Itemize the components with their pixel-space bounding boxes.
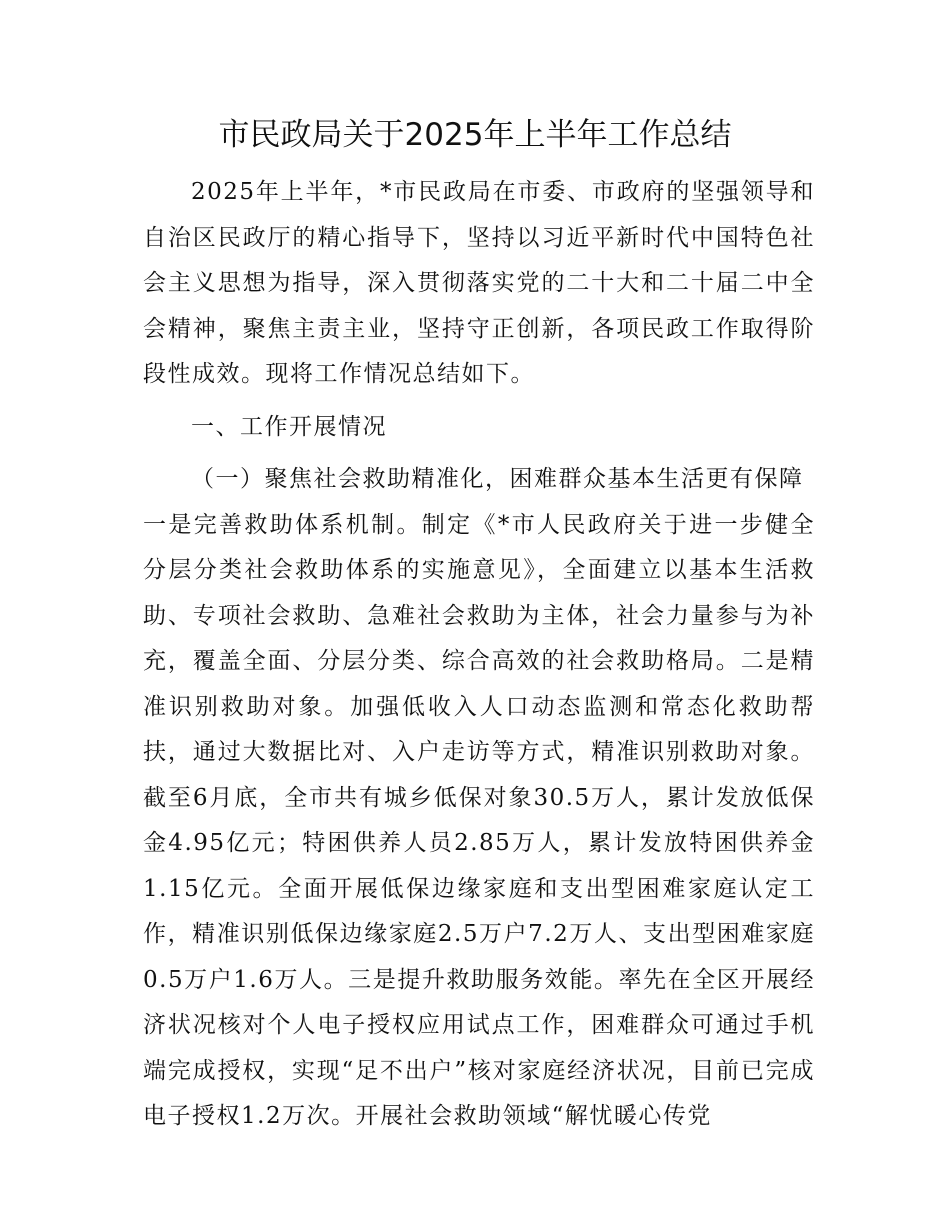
subsection-body-paragraph: 一是完善救助体系机制。制定《*市人民政府关于进一步健全分层分类社会救助体系的实施意见》，全面建立以基本生活救助、专项社会救助、急难社会救助为主体，社会力量参与为补充，覆盖全面、分层分类、综合高效的社会救助格局。二是精准识别救助对象。加强低收入人口动态监测和常态化救助帮扶，通过大数据比对、入户走访等方式，精准识别救助对象。截至6月底，全市共有城乡低保对象30.5万人，累计发放低保金4.95亿元；特困供养人员2.85万人，累计发放特困供养金1.15亿元。全面开展低保边缘家庭和支出型困难家庭认定工作，精准识别低保边缘家庭2.5万户7.2万人、支出型困难家庭0.5万户1.6万人。三是提升救助服务效能。率先在全区开展经济状况核对个人电子授权应用试点工作，困难群众可通过手机端完成授权，实现“足不出户”核对家庭经济状况，目前已完成电子授权1.2万次。开展社会救助领域“解忧暖心传党 [143,511,815,1129]
document-body [143,170,815,1140]
document-title: 市民政局关于2025年上半年工作总结 [218,117,732,153]
intro-paragraph: 2025年上半年，*市民政局在市委、市政府的坚强领导和自治区民政厅的精心指导下，坚持以习近平新时代中国特色社会主义思想为指导，深入贯彻落实党的二十大和二十届二中全会精神，聚焦主责主业，坚持守正创新，各项民政工作取得阶段性成效。现将工作情况总结如下。 [143,179,815,387]
subsection-heading: （一）聚焦社会救助精准化，困难群众基本生活更有保障 [191,466,804,492]
section-heading: 一、工作开展情况 [191,413,387,440]
